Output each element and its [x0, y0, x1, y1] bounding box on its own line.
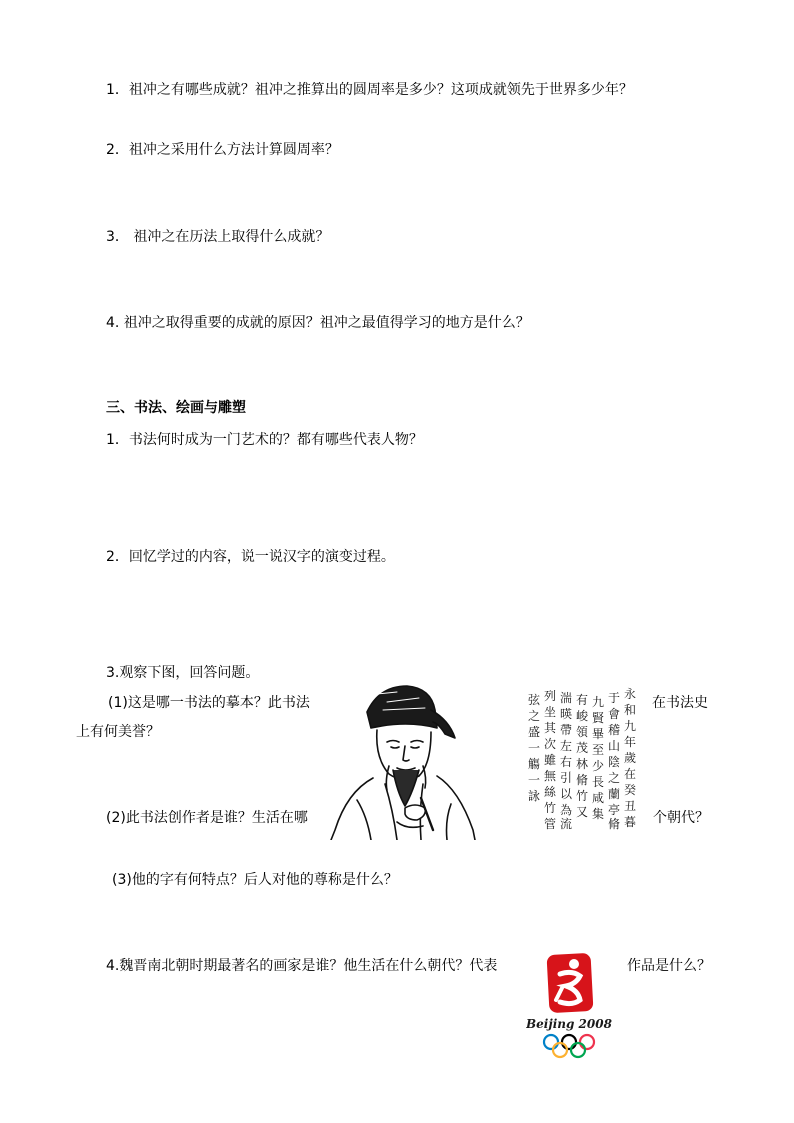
section-heading: 三、书法、绘画与雕塑	[106, 400, 246, 416]
svg-text:暎: 暎	[560, 707, 573, 721]
svg-text:咸: 咸	[592, 791, 605, 805]
question-observe-intro: 3.观察下图，回答问题。	[106, 665, 260, 681]
question-calligraphy-art: 1．书法何时成为一门艺术的？都有哪些代表人物？	[106, 432, 423, 448]
svg-text:林: 林	[576, 757, 589, 771]
svg-text:有: 有	[576, 693, 589, 707]
sub-question-2-right: 个朝代？	[653, 810, 709, 826]
svg-text:流: 流	[560, 817, 573, 830]
svg-text:歲: 歲	[624, 751, 637, 765]
svg-text:列: 列	[544, 689, 557, 703]
svg-text:會: 會	[608, 707, 621, 721]
svg-text:陰: 陰	[608, 755, 621, 769]
svg-text:峻: 峻	[576, 709, 589, 723]
scholar-portrait-icon	[327, 680, 477, 840]
question-2-method: 2．祖冲之采用什么方法计算圆周率？	[106, 142, 339, 158]
svg-text:茂: 茂	[576, 741, 589, 755]
svg-text:暮: 暮	[624, 815, 637, 829]
svg-text:其: 其	[544, 721, 557, 735]
question-3-calendar: 3． 祖冲之在历法上取得什么成就？	[106, 229, 330, 245]
svg-text:癸: 癸	[624, 783, 637, 797]
svg-text:丑: 丑	[624, 799, 637, 813]
svg-text:竹: 竹	[544, 801, 557, 815]
svg-text:觴: 觴	[528, 757, 541, 771]
svg-text:竹: 竹	[576, 789, 589, 803]
svg-text:為: 為	[560, 803, 573, 817]
svg-text:于: 于	[608, 691, 621, 705]
svg-text:以: 以	[560, 787, 573, 801]
sub-question-3: (3)他的字有何特点？后人对他的尊称是什么？	[112, 872, 398, 888]
svg-text:管: 管	[544, 817, 557, 830]
svg-text:引: 引	[560, 771, 573, 785]
svg-text:帶: 帶	[560, 723, 573, 737]
question-painter-left: 4.魏晋南北朝时期最著名的画家是谁？他生活在什么朝代？代表	[106, 958, 498, 974]
svg-text:湍: 湍	[560, 691, 573, 705]
svg-text:少: 少	[592, 759, 605, 773]
svg-text:亭: 亭	[608, 803, 621, 817]
svg-text:無: 無	[544, 769, 557, 783]
svg-text:次: 次	[544, 737, 557, 751]
svg-text:賢: 賢	[592, 711, 605, 725]
svg-text:畢: 畢	[592, 727, 605, 741]
sub-question-1-right: 在书法史	[652, 695, 708, 711]
svg-text:之: 之	[528, 709, 541, 723]
question-character-evolution: 2．回忆学过的内容，说一说汉字的演变过程。	[106, 549, 395, 565]
svg-text:年: 年	[624, 735, 637, 749]
question-4-reason: 4. 祖冲之取得重要的成就的原因？祖冲之最值得学习的地方是什么？	[106, 315, 530, 331]
svg-text:又: 又	[576, 805, 589, 819]
svg-text:一: 一	[528, 773, 541, 787]
svg-text:詠: 詠	[528, 789, 541, 803]
svg-text:九: 九	[592, 695, 605, 709]
sub-question-2-left: (2)此书法创作者是谁？生活在哪	[106, 810, 308, 826]
svg-text:之: 之	[608, 771, 621, 785]
svg-text:盛: 盛	[528, 725, 541, 739]
sub-question-1-continued: 上有何美誉？	[76, 724, 160, 740]
svg-text:九: 九	[624, 719, 637, 733]
svg-text:集: 集	[592, 807, 605, 821]
sub-question-1-left: (1)这是哪一书法的摹本？此书法	[108, 695, 310, 711]
svg-text:領: 領	[576, 725, 589, 739]
olympic-emblem-icon	[526, 946, 612, 1060]
svg-text:一: 一	[528, 741, 541, 755]
question-painter-right: 作品是什么？	[627, 958, 711, 974]
svg-text:在: 在	[624, 767, 637, 781]
svg-text:右: 右	[560, 755, 573, 769]
svg-text:蘭: 蘭	[608, 787, 621, 801]
svg-text:和: 和	[624, 703, 637, 717]
svg-text:絲: 絲	[544, 785, 557, 799]
calligraphy-scroll-icon	[520, 684, 640, 830]
svg-text:左: 左	[560, 739, 573, 753]
svg-text:永: 永	[624, 687, 637, 701]
svg-text:雖: 雖	[544, 753, 557, 767]
svg-text:稽: 稽	[608, 723, 621, 737]
svg-text:弦: 弦	[528, 693, 541, 707]
svg-text:長: 長	[592, 775, 605, 789]
svg-text:脩: 脩	[576, 773, 589, 787]
svg-text:山: 山	[608, 739, 621, 753]
svg-text:坐: 坐	[544, 705, 557, 719]
svg-text:至: 至	[592, 743, 605, 757]
svg-text:脩: 脩	[608, 817, 621, 830]
question-1-achievements: 1．祖冲之有哪些成就？祖冲之推算出的圆周率是多少？这项成就领先于世界多少年？	[106, 82, 633, 98]
emblem-text: Beijing 2008	[526, 1017, 612, 1031]
